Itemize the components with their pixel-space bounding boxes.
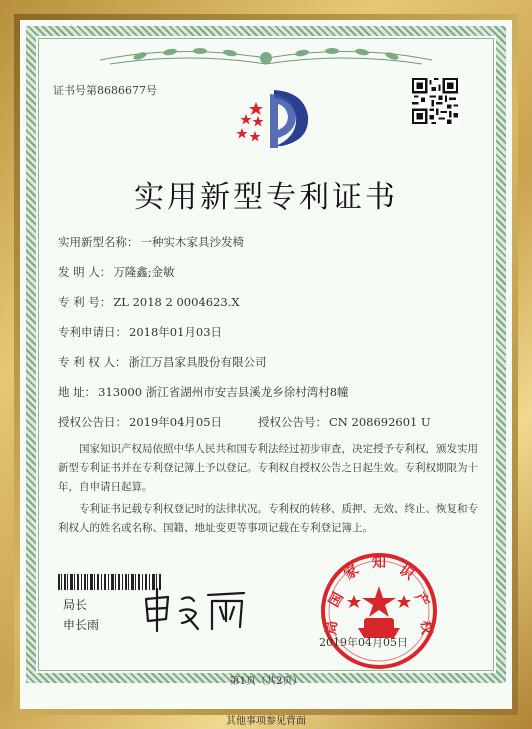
laurel-garland-ornament — [20, 42, 512, 78]
field-value: 一种实木家具沙发椅 — [140, 235, 244, 249]
certificate-number: 证书号第8686677号 — [53, 84, 157, 97]
svg-text:局: 局 — [323, 619, 341, 636]
signer-title: 局长 — [63, 598, 88, 612]
field-label: 专利申请日： — [58, 325, 127, 339]
signer-name: 申长雨 — [63, 618, 100, 632]
field-label: 实用新型名称： — [58, 235, 139, 249]
official-red-seal — [318, 550, 440, 672]
field-value: 2018年01月03日 — [129, 325, 223, 339]
field-label: 授权公告日： — [58, 415, 127, 429]
svg-text:家: 家 — [341, 562, 363, 584]
field-row-grant-date — [58, 414, 222, 430]
field-value: 313000 浙江省湖州市安吉县溪龙乡徐村湾村8幢 — [98, 385, 349, 399]
svg-text:产: 产 — [411, 589, 432, 611]
legal-status-paragraph: 专利证书记载专利权登记时的法律状况。专利权的转移、质押、无效、终止、恢复和专利权人的姓名或名称、国籍、地址变更等事项记载在专利登记簿上。 — [58, 503, 478, 534]
seal-date: 2019年04月05日 — [319, 636, 408, 649]
handwritten-signature — [138, 585, 258, 635]
field-value: 2019年04月05日 — [129, 415, 223, 429]
field-label: 发 明 人： — [58, 265, 112, 279]
svg-text:国: 国 — [326, 589, 347, 611]
field-label: 授权公告号： — [258, 415, 327, 429]
field-row-application-date — [58, 324, 222, 340]
field-row-inventor — [58, 264, 175, 280]
field-row-grant-number — [258, 414, 431, 430]
field-row-patentee — [58, 354, 266, 370]
patent-office-emblem — [228, 84, 318, 154]
field-row-address — [58, 384, 349, 400]
field-label: 专 利 权 人： — [58, 355, 127, 369]
field-value: 万隆鑫;金敏 — [113, 265, 175, 279]
svg-text:知: 知 — [372, 555, 386, 571]
field-row-name — [58, 234, 244, 250]
grant-statement-paragraph: 国家知识产权局依照中华人民共和国专利法经过初步审查，决定授予专利权，颁发实用新型专利证书并在专利登记簿上予以登记。专利权自授权公告之日起生效。专利权期限为十年，自申请日起算。 — [58, 443, 478, 493]
svg-text:识: 识 — [395, 562, 417, 584]
qr-code — [412, 78, 458, 124]
svg-text:权: 权 — [417, 619, 435, 636]
page-number: 第1页（共2页） — [229, 676, 303, 687]
field-value: 浙江万昌家具股份有限公司 — [128, 355, 267, 369]
field-row-patent-number — [58, 294, 240, 310]
certificate-paper — [20, 20, 512, 709]
certificate-title: 实用新型专利证书 — [134, 180, 398, 215]
field-value: CN 208692601 U — [329, 415, 431, 429]
field-value: ZL 2018 2 0004623.X — [113, 295, 240, 309]
field-label: 地 址： — [58, 385, 97, 399]
footer-note: 其他事项参见背面 — [226, 716, 306, 727]
field-label: 专 利 号： — [58, 295, 112, 309]
